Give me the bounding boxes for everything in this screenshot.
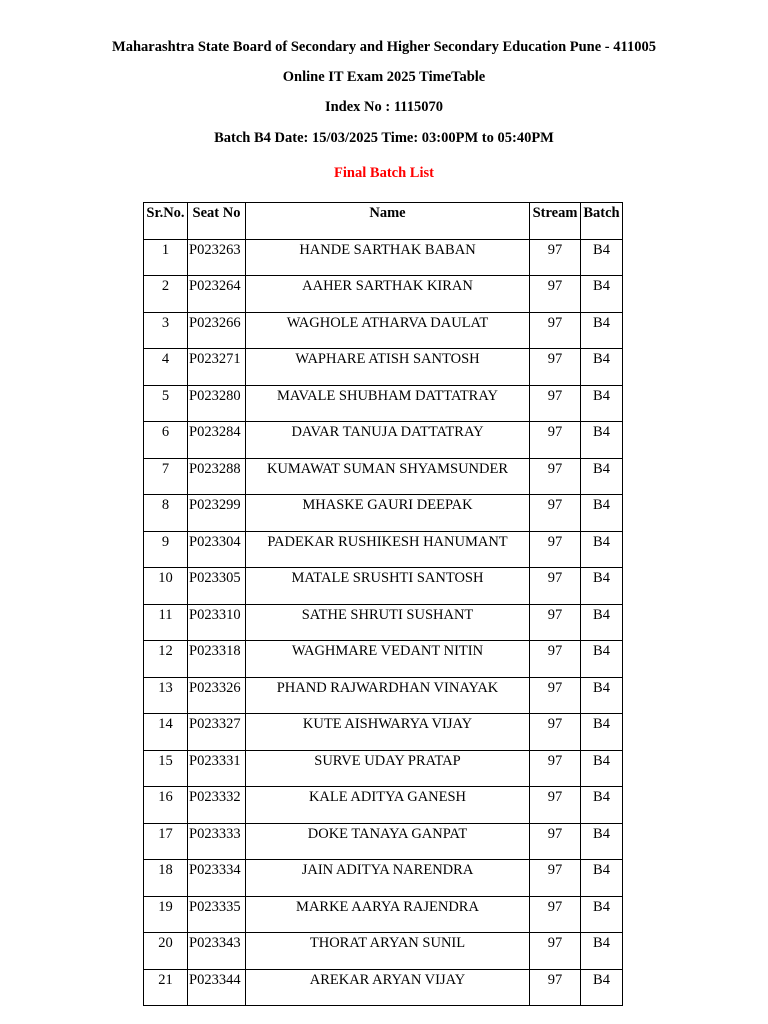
table-row: [144, 969, 623, 1006]
name-cell: DOKE TANAYA GANPAT: [246, 823, 530, 860]
stream-cell: 97: [530, 458, 581, 495]
batch-cell: B4: [581, 677, 623, 714]
batch-cell: B4: [581, 641, 623, 678]
name-cell: WAGHMARE VEDANT NITIN: [246, 641, 530, 678]
seat-no-cell: P023333: [188, 823, 246, 860]
stream-cell: 97: [530, 896, 581, 933]
table-header-row: [144, 203, 623, 240]
seat-no-cell: P023327: [188, 714, 246, 751]
sr-no-cell: 5: [144, 385, 188, 422]
name-cell: AREKAR ARYAN VIJAY: [246, 969, 530, 1006]
table-row: [144, 385, 623, 422]
table-row: [144, 714, 623, 751]
stream-cell: 97: [530, 933, 581, 970]
table-row: [144, 750, 623, 787]
sr-no-cell: 4: [144, 349, 188, 386]
seat-no-cell: P023332: [188, 787, 246, 824]
column-header-stream: Stream: [530, 203, 581, 240]
name-cell: KUTE AISHWARYA VIJAY: [246, 714, 530, 751]
name-cell: WAPHARE ATISH SANTOSH: [246, 349, 530, 386]
name-cell: SATHE SHRUTI SUSHANT: [246, 604, 530, 641]
name-cell: DAVAR TANUJA DATTATRAY: [246, 422, 530, 459]
stream-cell: 97: [530, 312, 581, 349]
table-row: [144, 568, 623, 605]
stream-cell: 97: [530, 276, 581, 313]
stream-cell: 97: [530, 385, 581, 422]
sr-no-cell: 19: [144, 896, 188, 933]
name-cell: KUMAWAT SUMAN SHYAMSUNDER: [246, 458, 530, 495]
stream-cell: 97: [530, 349, 581, 386]
stream-cell: 97: [530, 969, 581, 1006]
name-cell: MARKE AARYA RAJENDRA: [246, 896, 530, 933]
stream-cell: 97: [530, 422, 581, 459]
seat-no-cell: P023344: [188, 969, 246, 1006]
sr-no-cell: 6: [144, 422, 188, 459]
table-row: [144, 458, 623, 495]
sr-no-cell: 21: [144, 969, 188, 1006]
sr-no-cell: 2: [144, 276, 188, 313]
name-cell: MATALE SRUSHTI SANTOSH: [246, 568, 530, 605]
stream-cell: 97: [530, 568, 581, 605]
table-row: [144, 531, 623, 568]
column-header-batch: Batch: [581, 203, 623, 240]
sr-no-cell: 8: [144, 495, 188, 532]
table-row: [144, 787, 623, 824]
seat-no-cell: P023318: [188, 641, 246, 678]
seat-no-cell: P023299: [188, 495, 246, 532]
batch-cell: B4: [581, 823, 623, 860]
name-cell: JAIN ADITYA NARENDRA: [246, 860, 530, 897]
column-header-sr-no: Sr.No.: [144, 203, 188, 240]
batch-cell: B4: [581, 458, 623, 495]
stream-cell: 97: [530, 750, 581, 787]
seat-no-cell: P023280: [188, 385, 246, 422]
table-row: [144, 823, 623, 860]
stream-cell: 97: [530, 604, 581, 641]
sr-no-cell: 3: [144, 312, 188, 349]
seat-no-cell: P023310: [188, 604, 246, 641]
seat-no-cell: P023334: [188, 860, 246, 897]
table-row: [144, 641, 623, 678]
final-batch-list-title: Final Batch List: [334, 165, 434, 181]
board-title: Maharashtra State Board of Secondary and Higher Secondary Education Pune - 411005: [112, 39, 656, 55]
batch-cell: B4: [581, 787, 623, 824]
index-number: Index No : 1115070: [324, 99, 444, 115]
stream-cell: 97: [530, 714, 581, 751]
seat-no-cell: P023264: [188, 276, 246, 313]
sr-no-cell: 15: [144, 750, 188, 787]
exam-title: Online IT Exam 2025 TimeTable: [282, 69, 486, 85]
name-cell: HANDE SARTHAK BABAN: [246, 239, 530, 276]
batch-schedule: Batch B4 Date: 15/03/2025 Time: 03:00PM to 05:40PM: [214, 130, 554, 146]
batch-cell: B4: [581, 969, 623, 1006]
table-row: [144, 896, 623, 933]
stream-cell: 97: [530, 677, 581, 714]
stream-cell: 97: [530, 239, 581, 276]
sr-no-cell: 16: [144, 787, 188, 824]
batch-cell: B4: [581, 385, 623, 422]
batch-cell: B4: [581, 714, 623, 751]
stream-cell: 97: [530, 641, 581, 678]
batch-cell: B4: [581, 604, 623, 641]
seat-no-cell: P023335: [188, 896, 246, 933]
table-row: [144, 495, 623, 532]
name-cell: PHAND RAJWARDHAN VINAYAK: [246, 677, 530, 714]
batch-cell: B4: [581, 860, 623, 897]
batch-cell: B4: [581, 276, 623, 313]
batch-cell: B4: [581, 349, 623, 386]
seat-no-cell: P023305: [188, 568, 246, 605]
sr-no-cell: 10: [144, 568, 188, 605]
name-cell: SURVE UDAY PRATAP: [246, 750, 530, 787]
stream-cell: 97: [530, 860, 581, 897]
table-row: [144, 349, 623, 386]
batch-cell: B4: [581, 896, 623, 933]
table-row: [144, 239, 623, 276]
seat-no-cell: P023343: [188, 933, 246, 970]
table-row: [144, 933, 623, 970]
batch-cell: B4: [581, 568, 623, 605]
sr-no-cell: 17: [144, 823, 188, 860]
name-cell: PADEKAR RUSHIKESH HANUMANT: [246, 531, 530, 568]
sr-no-cell: 14: [144, 714, 188, 751]
sr-no-cell: 12: [144, 641, 188, 678]
name-cell: WAGHOLE ATHARVA DAULAT: [246, 312, 530, 349]
seat-no-cell: P023331: [188, 750, 246, 787]
seat-no-cell: P023266: [188, 312, 246, 349]
table-row: [144, 422, 623, 459]
table-row: [144, 677, 623, 714]
sr-no-cell: 20: [144, 933, 188, 970]
sr-no-cell: 9: [144, 531, 188, 568]
sr-no-cell: 13: [144, 677, 188, 714]
batch-cell: B4: [581, 422, 623, 459]
sr-no-cell: 18: [144, 860, 188, 897]
stream-cell: 97: [530, 495, 581, 532]
sr-no-cell: 7: [144, 458, 188, 495]
batch-cell: B4: [581, 312, 623, 349]
table-row: [144, 276, 623, 313]
batch-table: [143, 202, 623, 1006]
table-row: [144, 312, 623, 349]
stream-cell: 97: [530, 823, 581, 860]
seat-no-cell: P023263: [188, 239, 246, 276]
batch-cell: B4: [581, 531, 623, 568]
table-row: [144, 604, 623, 641]
sr-no-cell: 11: [144, 604, 188, 641]
name-cell: AAHER SARTHAK KIRAN: [246, 276, 530, 313]
batch-cell: B4: [581, 933, 623, 970]
name-cell: MAVALE SHUBHAM DATTATRAY: [246, 385, 530, 422]
batch-cell: B4: [581, 750, 623, 787]
column-header-name: Name: [246, 203, 530, 240]
name-cell: KALE ADITYA GANESH: [246, 787, 530, 824]
seat-no-cell: P023284: [188, 422, 246, 459]
column-header-seat-no: Seat No: [188, 203, 246, 240]
name-cell: THORAT ARYAN SUNIL: [246, 933, 530, 970]
seat-no-cell: P023288: [188, 458, 246, 495]
stream-cell: 97: [530, 787, 581, 824]
table-row: [144, 860, 623, 897]
seat-no-cell: P023271: [188, 349, 246, 386]
stream-cell: 97: [530, 531, 581, 568]
seat-no-cell: P023326: [188, 677, 246, 714]
name-cell: MHASKE GAURI DEEPAK: [246, 495, 530, 532]
batch-cell: B4: [581, 495, 623, 532]
seat-no-cell: P023304: [188, 531, 246, 568]
batch-cell: B4: [581, 239, 623, 276]
sr-no-cell: 1: [144, 239, 188, 276]
